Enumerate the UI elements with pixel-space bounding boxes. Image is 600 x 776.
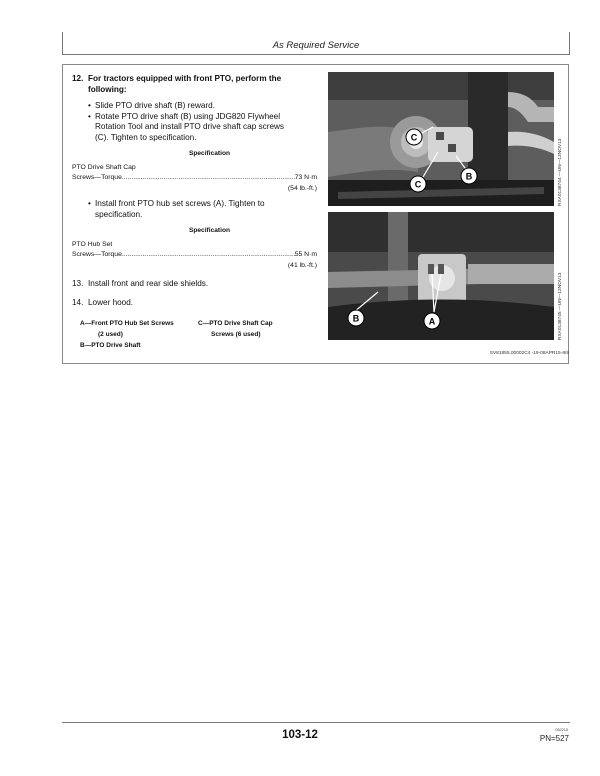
step-12-title: 12. For tractors equipped with front PTO, perform the following: bbox=[72, 74, 282, 94]
legend-b: B—PTO Drive Shaft bbox=[80, 342, 141, 349]
step-12-bullets bbox=[72, 101, 317, 143]
callout-b-bottom: B bbox=[352, 313, 360, 324]
callout-c-bottom: C bbox=[414, 179, 422, 190]
bullet-rotate-shaft: • Rotate PTO drive shaft (B) using JDG820 Flywheel Rotation Tool and install PTO drive shaft cap screws (C). Tighten to specification. bbox=[88, 112, 317, 144]
step-13: 13. Install front and rear side shields. bbox=[72, 279, 209, 288]
photo-pto-drive-shaft bbox=[328, 72, 554, 206]
photo-1-id: RXA0138744 —UN—13NOV13 bbox=[558, 138, 563, 206]
spec-alt-value-2: (41 lb.-ft.) bbox=[287, 261, 317, 269]
instruction-text bbox=[72, 74, 317, 353]
callout-a: A bbox=[428, 316, 436, 327]
pn-number: PN=527 bbox=[539, 734, 569, 743]
spec-alt-value: (54 lb.-ft.) bbox=[287, 184, 317, 192]
document-reference: SV81855,00002C4 -19-08APR15-8/8 bbox=[489, 351, 569, 356]
bullet-slide-shaft: • Slide PTO drive shaft (B) reward. bbox=[88, 101, 317, 112]
step-12-bullets-2 bbox=[72, 199, 317, 220]
footer-code: 062215 bbox=[555, 728, 568, 732]
photo-pto-hub bbox=[328, 212, 554, 340]
photo-2-id: RXA0138745 —UN—13NOV13 bbox=[558, 272, 563, 340]
callout-c-top: C bbox=[410, 132, 418, 143]
spec-name: PTO Drive Shaft Cap bbox=[72, 163, 136, 171]
header-rule bbox=[62, 54, 570, 55]
spec-heading: Specification bbox=[188, 150, 231, 157]
legend-a: A—Front PTO Hub Set Screws (2 used) bbox=[80, 320, 174, 338]
callout-b-top: B bbox=[465, 171, 473, 182]
legend-c: C—PTO Drive Shaft Cap Screws (6 used) bbox=[198, 320, 273, 338]
spec-row: Screws—Torque ..... 73 N·m bbox=[72, 173, 317, 184]
photo-1-graphic bbox=[328, 72, 554, 206]
photo-2-graphic bbox=[328, 212, 554, 340]
bullet-hub-screws: • Install front PTO hub set screws (A). Tighten to specification. bbox=[88, 199, 317, 220]
footer-rule bbox=[62, 722, 570, 723]
spec-heading-2: Specification bbox=[188, 227, 231, 234]
spec-name-2: PTO Hub Set bbox=[72, 240, 113, 248]
step-14: 14. Lower hood. bbox=[72, 297, 134, 307]
callout-legend bbox=[72, 319, 317, 353]
page-number: 103-12 bbox=[282, 729, 318, 741]
section-title: As Required Service bbox=[272, 40, 360, 51]
spec-row-2: Screws—Torque ..... 55 N·m bbox=[72, 250, 317, 261]
